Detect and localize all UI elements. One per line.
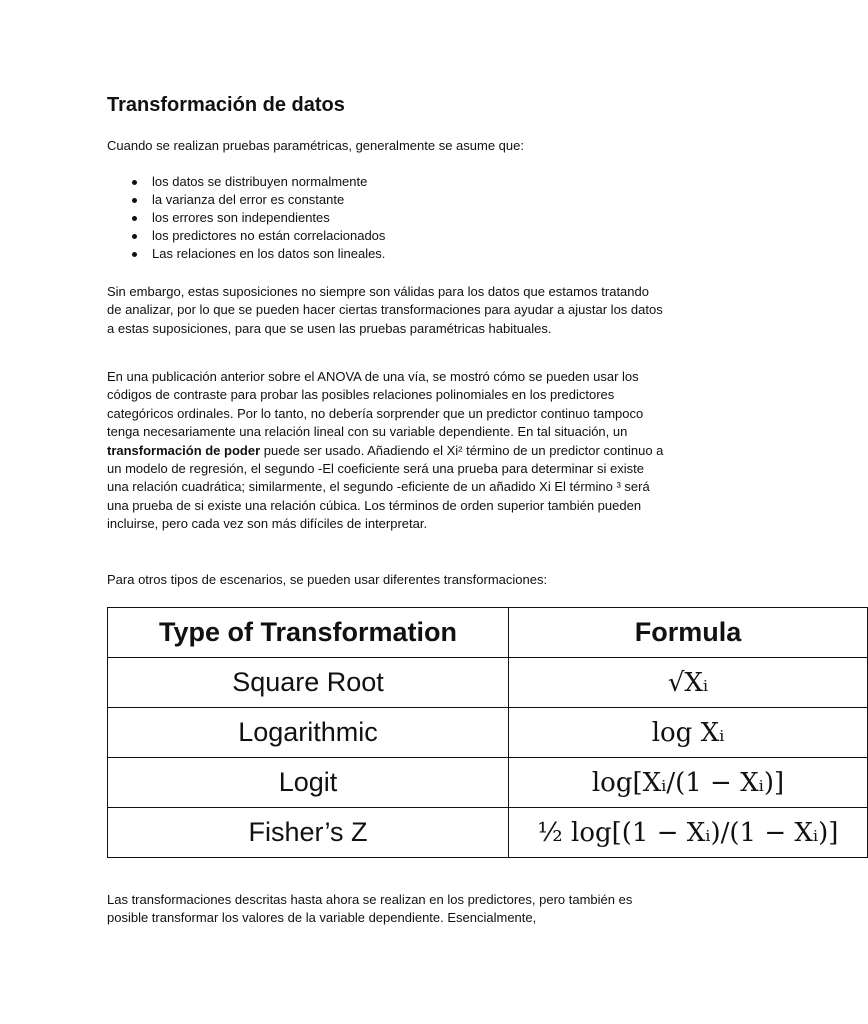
paragraph-power-transformation (107, 368, 667, 534)
table-row (108, 708, 868, 758)
formula-cell: √Xᵢ (509, 658, 868, 708)
formula-cell: log Xᵢ (509, 708, 868, 758)
list-item: la varianza del error es constante (107, 191, 667, 209)
list-item: los errores son independientes (107, 209, 667, 227)
transformation-table-container (107, 607, 839, 862)
bold-term: transformación de poder (107, 442, 261, 458)
transformation-type-cell: Logarithmic (108, 708, 509, 758)
list-item: Las relaciones en los datos son lineales. (107, 245, 667, 263)
column-header-type: Type of Transformation (108, 608, 509, 658)
formula-cell: log[Xᵢ/(1 − Xᵢ)] (509, 758, 868, 808)
formula-cell: ½ log[(1 − Xᵢ)/(1 − Xᵢ)] (509, 808, 868, 858)
table-row (108, 758, 868, 808)
transformation-type-cell: Square Root (108, 658, 509, 708)
transformation-type-cell: Logit (108, 758, 509, 808)
paragraph-text: puede ser usado. Añadiendo el Xi² término de un predictor continuo a un modelo de regresión, el segundo -El coeficiente será una prueba para determinar si existe una relación cuadrática; similarmente, el segundo -eficiente de un añadido Xi El término ³ será una prueba de si existe una relación cúbica. Los términos de orden superior también pueden incluirse, pero cada vez son más difíciles de interpretar. (107, 442, 664, 532)
table-row (108, 658, 868, 708)
paragraph-text: En una publicación anterior sobre el ANOVA de una vía, se mostró cómo se pueden usar los códigos de contraste para probar las posibles relaciones polinomiales en los predictores categóricos ordinales. Por lo tanto, no debería sorprender que un predictor continuo tampoco tenga necesariamente una relación lineal con su variable dependiente. En tal situación, un (107, 369, 644, 440)
assumptions-list (107, 173, 667, 263)
page-title: Transformación de datos (107, 94, 345, 116)
paragraph-assumptions: Sin embargo, estas suposiciones no siempre son válidas para los datos que estamos tratando de analizar, por lo que se pueden hacer ciertas transformaciones para ayudar a ajustar los datos a estas suposiciones, para que se usen las pruebas paramétricas habituales. (107, 284, 663, 336)
table-row (108, 808, 868, 858)
table-header-row (108, 608, 868, 658)
paragraph-dependent-variable: Las transformaciones descritas hasta ahora se realizan en los predictores, pero también es posible transformar los valores de la variable dependiente. Esencialmente, (107, 892, 633, 926)
list-item: los predictores no están correlacionados (107, 227, 667, 245)
paragraph-other-transformations: Para otros tipos de escenarios, se pueden usar diferentes transformaciones: (107, 572, 548, 587)
intro-paragraph: Cuando se realizan pruebas paramétricas, generalmente se asume que: (107, 138, 524, 153)
column-header-formula: Formula (509, 608, 868, 658)
transformation-type-cell: Fisher’s Z (108, 808, 509, 858)
transformation-table (107, 607, 868, 858)
list-item: los datos se distribuyen normalmente (107, 173, 667, 191)
